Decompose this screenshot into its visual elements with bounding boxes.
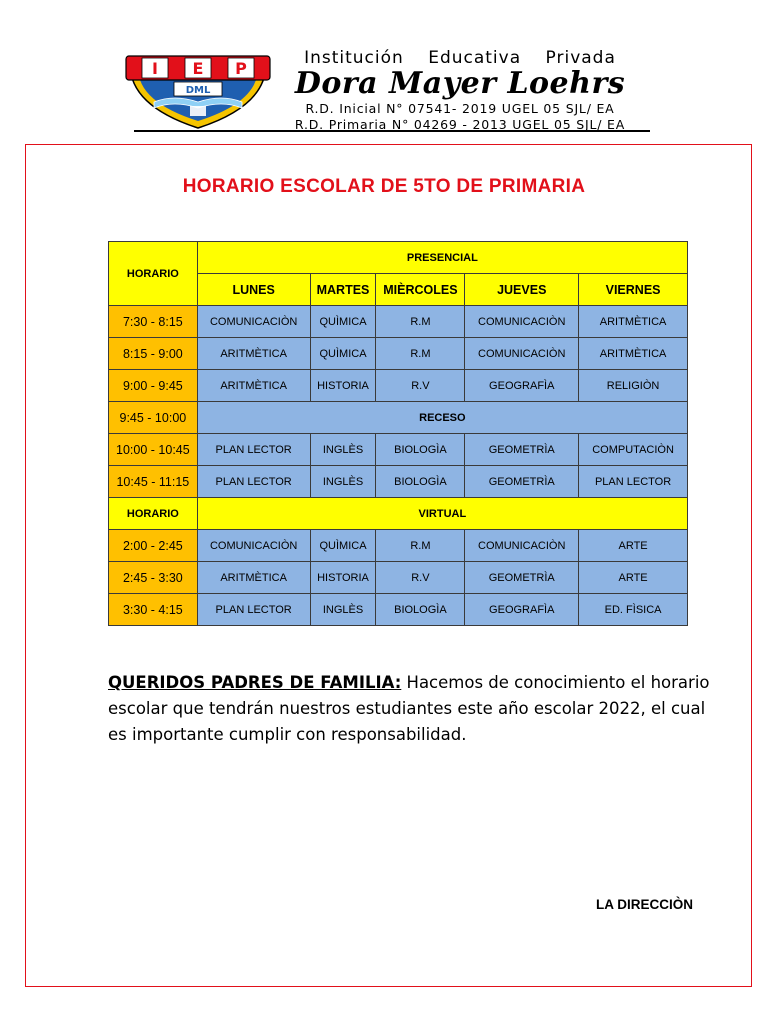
school-crest-logo <box>124 44 272 130</box>
subject-cell: INGLÈS <box>310 594 376 626</box>
message-lead: QUERIDOS PADRES DE FAMILIA: <box>108 673 402 692</box>
letterhead <box>120 42 650 134</box>
schedule-row <box>109 466 688 498</box>
schedule-row <box>109 338 688 370</box>
crest-letter-i: I <box>152 59 158 78</box>
day-header-lunes: LUNES <box>197 274 310 306</box>
schedule-row <box>109 594 688 626</box>
header-divider <box>134 130 650 132</box>
day-header-jueves: JUEVES <box>465 274 579 306</box>
subject-cell: INGLÈS <box>310 434 376 466</box>
receso-row <box>109 402 688 434</box>
subject-cell: PLAN LECTOR <box>197 434 310 466</box>
virtual-label: VIRTUAL <box>197 498 687 530</box>
schedule-row <box>109 370 688 402</box>
time-cell: 2:45 - 3:30 <box>109 562 198 594</box>
subject-cell: ARITMÈTICA <box>579 306 688 338</box>
subject-cell: BIOLOGÌA <box>376 594 465 626</box>
subject-cell: PLAN LECTOR <box>197 594 310 626</box>
time-cell: 7:30 - 8:15 <box>109 306 198 338</box>
subject-cell: ARITMÈTICA <box>197 338 310 370</box>
signature: LA DIRECCIÒN <box>596 897 693 912</box>
subject-cell: R.M <box>376 530 465 562</box>
time-cell: 3:30 - 4:15 <box>109 594 198 626</box>
subject-cell: HISTORIA <box>310 370 376 402</box>
subject-cell: RELIGIÒN <box>579 370 688 402</box>
page-title: HORARIO ESCOLAR DE 5TO DE PRIMARIA <box>182 176 586 197</box>
parents-message <box>108 670 728 748</box>
subject-cell: COMUNICACIÒN <box>465 306 579 338</box>
subject-cell: COMUNICACIÒN <box>197 306 310 338</box>
subject-cell: GEOGRAFÌA <box>465 594 579 626</box>
schedule-row <box>109 530 688 562</box>
subject-cell: R.M <box>376 306 465 338</box>
subject-cell: HISTORIA <box>310 562 376 594</box>
subject-cell: COMPUTACIÒN <box>579 434 688 466</box>
subject-cell: GEOMETRÌA <box>465 434 579 466</box>
subject-cell: INGLÈS <box>310 466 376 498</box>
subject-cell: PLAN LECTOR <box>579 466 688 498</box>
subject-cell: GEOMETRÌA <box>465 562 579 594</box>
schedule-row <box>109 306 688 338</box>
subject-cell: QUÌMICA <box>310 530 376 562</box>
schedule-row <box>109 434 688 466</box>
message-body: Hacemos de conocimiento el horario escolar que tendrán nuestros estudiantes este año escolar 2022, el cual es importante cumplir con responsabilidad. <box>108 673 710 744</box>
time-cell: 10:45 - 11:15 <box>109 466 198 498</box>
receso-left-cell: 9:45 - 10:00 <box>109 402 198 434</box>
schedule-table <box>108 241 688 626</box>
subject-cell: ARTE <box>579 530 688 562</box>
rd-inicial: R.D. Inicial N° 07541- 2019 UGEL 05 SJL/ EA <box>305 101 615 116</box>
subject-cell: COMUNICACIÒN <box>197 530 310 562</box>
time-cell: 8:15 - 9:00 <box>109 338 198 370</box>
subject-cell: R.V <box>376 562 465 594</box>
subject-cell: ARTE <box>579 562 688 594</box>
subject-cell: ARITMÈTICA <box>579 338 688 370</box>
subject-cell: GEOMETRÌA <box>465 466 579 498</box>
day-header-viernes: VIERNES <box>579 274 688 306</box>
subject-cell: COMUNICACIÒN <box>465 530 579 562</box>
day-header-miercoles: MIÈRCOLES <box>376 274 465 306</box>
letterhead-text <box>270 42 650 133</box>
time-cell: 9:00 - 9:45 <box>109 370 198 402</box>
subject-cell: QUÌMICA <box>310 306 376 338</box>
subject-cell: BIOLOGÌA <box>376 466 465 498</box>
subject-cell: R.V <box>376 370 465 402</box>
subject-cell: ARITMÈTICA <box>197 562 310 594</box>
time-cell: 10:00 - 10:45 <box>109 434 198 466</box>
subject-cell: R.M <box>376 338 465 370</box>
subject-cell: ARITMÈTICA <box>197 370 310 402</box>
subject-cell: QUÌMICA <box>310 338 376 370</box>
rd-primaria: R.D. Primaria N° 04269 - 2013 UGEL 05 SJL/ EA <box>294 117 626 132</box>
subject-cell: PLAN LECTOR <box>197 466 310 498</box>
crest-letter-e: E <box>192 59 204 78</box>
institution-type: Institución Educativa Privada <box>304 48 616 68</box>
virtual-left-cell: HORARIO <box>109 498 198 530</box>
virtual-row <box>109 498 688 530</box>
schedule-row <box>109 562 688 594</box>
crest-letter-p: P <box>235 59 247 78</box>
presencial-header: PRESENCIAL <box>197 242 687 274</box>
horario-header: HORARIO <box>109 242 198 306</box>
crest-band-text: DML <box>185 85 211 96</box>
schedule-body <box>109 242 688 626</box>
subject-cell: COMUNICACIÒN <box>465 338 579 370</box>
subject-cell: GEOGRAFÌA <box>465 370 579 402</box>
time-cell: 2:00 - 2:45 <box>109 530 198 562</box>
header-row-mode <box>109 242 688 274</box>
subject-cell: BIOLOGÌA <box>376 434 465 466</box>
school-name: Dora Mayer Loehrs <box>294 66 626 101</box>
subject-cell: ED. FÌSICA <box>579 594 688 626</box>
day-header-martes: MARTES <box>310 274 376 306</box>
receso-label: RECESO <box>197 402 687 434</box>
